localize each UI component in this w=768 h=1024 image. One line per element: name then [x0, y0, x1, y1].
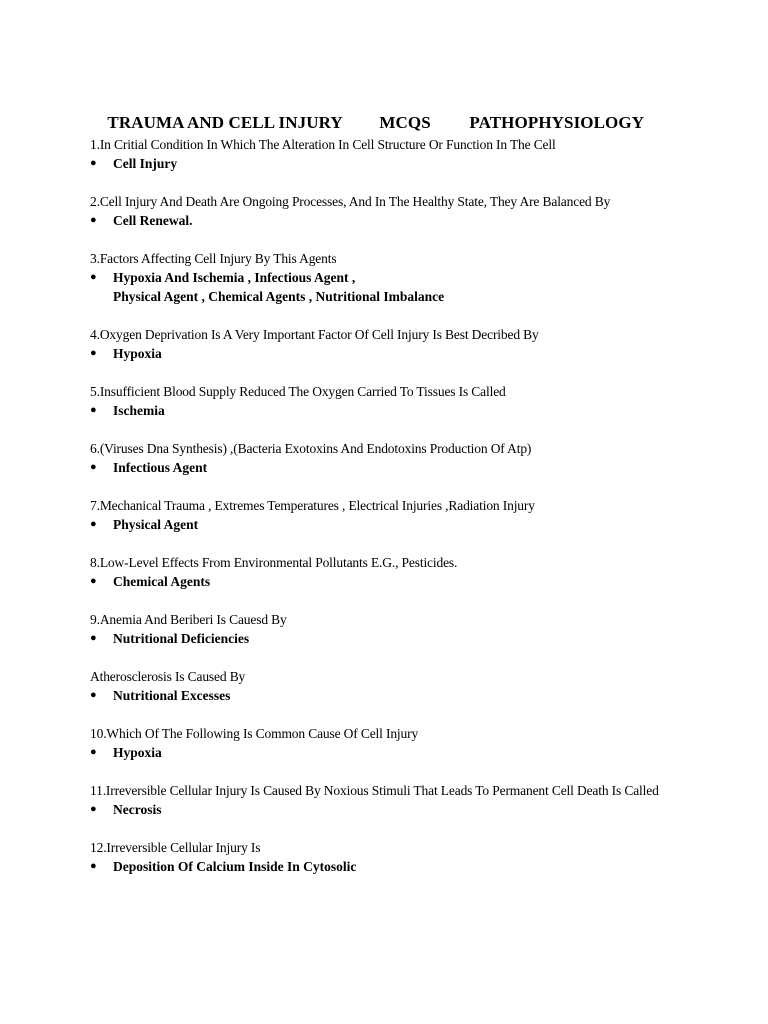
answer-text: Physical Agent: [113, 517, 199, 532]
answer-text-continued: Physical Agent , Chemical Agents , Nutritional Imbalance: [113, 289, 445, 304]
answer-item: [90, 572, 662, 591]
answer-text: Deposition Of Calcium Inside In Cytosolic: [113, 859, 357, 874]
answer-list: [90, 458, 662, 477]
bullet-icon: ●: [90, 347, 97, 359]
answer-item: [90, 268, 662, 306]
question-text: 2.Cell Injury And Death Are Ongoing Processes, And In The Healthy State, They Are Balanced By: [90, 194, 611, 209]
bullet-icon: ●: [90, 518, 97, 530]
question-text: 6.(Viruses Dna Synthesis) ,(Bacteria Exotoxins And Endotoxins Production Of Atp): [90, 441, 532, 456]
answer-text: Hypoxia: [113, 346, 162, 361]
answer-item: [90, 686, 662, 705]
bullet-icon: ●: [90, 271, 97, 283]
question-list: [90, 135, 662, 895]
answer-list: [90, 686, 662, 705]
question-text: 10.Which Of The Following Is Common Cause Of Cell Injury: [90, 726, 419, 741]
bullet-icon: ●: [90, 575, 97, 587]
question-text: 5.Insufficient Blood Supply Reduced The Oxygen Carried To Tissues Is Called: [90, 384, 506, 399]
question-text: Atherosclerosis Is Caused By: [90, 669, 246, 684]
answer-text: Hypoxia: [113, 745, 162, 760]
bullet-icon: ●: [90, 461, 97, 473]
answer-text: Hypoxia And Ischemia , Infectious Agent ,: [113, 270, 356, 285]
answer-text: Cell Renewal.: [113, 213, 193, 228]
answer-text: Necrosis: [113, 802, 162, 817]
answer-item: [90, 211, 662, 230]
answer-list: [90, 344, 662, 363]
answer-item: [90, 629, 662, 648]
answer-item: [90, 154, 662, 173]
bullet-icon: ●: [90, 157, 97, 169]
answer-item: [90, 800, 662, 819]
answer-text: Ischemia: [113, 403, 165, 418]
question-text: 12.Irreversible Cellular Injury Is: [90, 840, 261, 855]
question-text: 3.Factors Affecting Cell Injury By This Agents: [90, 251, 337, 266]
answer-text: Nutritional Deficiencies: [113, 631, 250, 646]
answer-text: Nutritional Excesses: [113, 688, 231, 703]
answer-text: Infectious Agent: [113, 460, 208, 475]
question-text: 4.Oxygen Deprivation Is A Very Important Factor Of Cell Injury Is Best Decribed By: [90, 327, 539, 342]
title-topic: TRAUMA AND CELL INJURY: [107, 113, 343, 132]
answer-item: [90, 344, 662, 363]
bullet-icon: ●: [90, 632, 97, 644]
answer-list: [90, 401, 662, 420]
answer-item: [90, 401, 662, 420]
answer-list: [90, 629, 662, 648]
answer-item: [90, 743, 662, 762]
answer-list: [90, 268, 662, 306]
bullet-icon: ●: [90, 404, 97, 416]
answer-list: [90, 857, 662, 876]
answer-list: [90, 211, 662, 230]
question-text: 7.Mechanical Trauma , Extremes Temperatures , Electrical Injuries ,Radiation Injury: [90, 498, 535, 513]
answer-list: [90, 743, 662, 762]
question-text: 1.In Critial Condition In Which The Alteration In Cell Structure Or Function In The Cell: [90, 137, 556, 152]
answer-list: [90, 800, 662, 819]
question-text: 11.Irreversible Cellular Injury Is Caused By Noxious Stimuli That Leads To Permanent Cell Death Is Called: [90, 783, 659, 798]
answer-list: [90, 515, 662, 534]
bullet-icon: ●: [90, 689, 97, 701]
answer-list: [90, 154, 662, 173]
answer-item: [90, 515, 662, 534]
bullet-icon: ●: [90, 214, 97, 226]
answer-text: Chemical Agents: [113, 574, 211, 589]
question-text: 8.Low-Level Effects From Environmental Pollutants E.G., Pesticides.: [90, 555, 458, 570]
answer-item: [90, 458, 662, 477]
question-text: 9.Anemia And Beriberi Is Cauesd By: [90, 612, 287, 627]
bullet-icon: ●: [90, 746, 97, 758]
bullet-icon: ●: [90, 860, 97, 872]
answer-text: Cell Injury: [113, 156, 178, 171]
bullet-icon: ●: [90, 803, 97, 815]
answer-item: [90, 857, 662, 876]
title-subject: PATHOPHYSIOLOGY: [469, 113, 645, 132]
answer-list: [90, 572, 662, 591]
title-type: MCQS: [379, 113, 431, 132]
